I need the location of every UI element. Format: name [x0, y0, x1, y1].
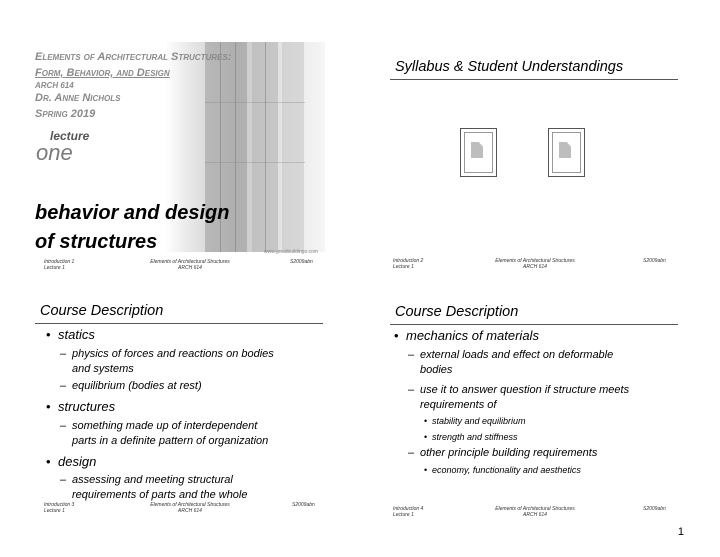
slide-title: Course Description	[395, 304, 519, 320]
tower-shape	[282, 42, 304, 252]
footer-center: Elements of Architectural Structures ARCH 614	[495, 506, 575, 518]
tower-line	[265, 42, 266, 252]
title-rule	[35, 323, 323, 324]
footer-right: S2009abn	[643, 506, 666, 512]
footer-left: Introduction 3 Lecture 1	[44, 502, 75, 514]
footer-right: S2009abn	[643, 258, 666, 264]
sub-item: – external loads and effect on deformable bodies	[408, 349, 614, 376]
sub-item: – physics of forces and reactions on bodies and systems	[60, 348, 274, 375]
slide-title: Syllabus & Student Understandings	[395, 59, 624, 75]
lecture-word: lecture	[50, 129, 90, 143]
sub-sub-item: • economy, functionality and aesthetics	[424, 465, 581, 475]
sub-item: – something made up of interdependent parts in a definite pattern of organization	[60, 420, 269, 447]
slide-main-title: of structures	[35, 231, 158, 253]
sub-sub-item: • stability and equilibrium	[424, 416, 526, 426]
bullet-item: • structures	[46, 399, 116, 414]
slide-title: Course Description	[40, 303, 164, 319]
slide-course-description-1	[30, 295, 325, 520]
course-code: ARCH 614	[35, 81, 74, 90]
bullet-item: • statics	[46, 327, 95, 342]
sub-item: – assessing and meeting structural requirements of parts and the whole	[60, 474, 248, 501]
footer-right: S2009abn	[292, 502, 315, 508]
title-rule	[390, 79, 678, 80]
photo-credit: www.greatbuildings.com	[264, 249, 318, 255]
footer-left: Introduction 4 Lecture 1	[393, 506, 424, 518]
sub-item: – equilibrium (bodies at rest)	[60, 380, 202, 392]
lecture-number: one	[36, 140, 73, 165]
slide-course-description-2	[385, 295, 680, 520]
document-icon[interactable]	[548, 128, 585, 177]
slide-title	[30, 42, 325, 274]
page-number: 1	[677, 526, 684, 538]
footer-center: Elements of Architectural Structures ARCH 614	[150, 259, 230, 271]
sub-item: – use it to answer question if structure meets requirements of	[408, 384, 630, 411]
footer-center: Elements of Architectural Structures ARCH 614	[495, 258, 575, 270]
instructor: Dr. Anne Nichols	[35, 92, 121, 104]
tower-line	[235, 42, 236, 252]
bullet-item: • design	[46, 454, 97, 469]
document-icon[interactable]	[460, 128, 497, 177]
sub-sub-item: • strength and stiffness	[424, 432, 518, 442]
bullet-item: • mechanics of materials	[394, 328, 539, 343]
sub-item: – other principle building requirements	[408, 447, 598, 459]
footer-right: S2009abn	[290, 259, 313, 265]
footer-left: Introduction 2 Lecture 1	[393, 258, 424, 270]
tower-floor-line	[205, 162, 305, 163]
footer-center: Elements of Architectural Structures ARCH 614	[150, 502, 230, 514]
slide-main-title: behavior and design	[35, 202, 230, 224]
slide-syllabus	[385, 42, 680, 274]
semester: Spring 2019	[35, 108, 96, 120]
course-title-line: Form, Behavior, and Design	[35, 67, 170, 79]
title-rule	[390, 324, 678, 325]
footer-left: Introduction 1 Lecture 1	[44, 259, 75, 271]
course-title-line: Elements of Architectural Structures:	[35, 51, 232, 63]
tower-floor-line	[205, 102, 305, 103]
